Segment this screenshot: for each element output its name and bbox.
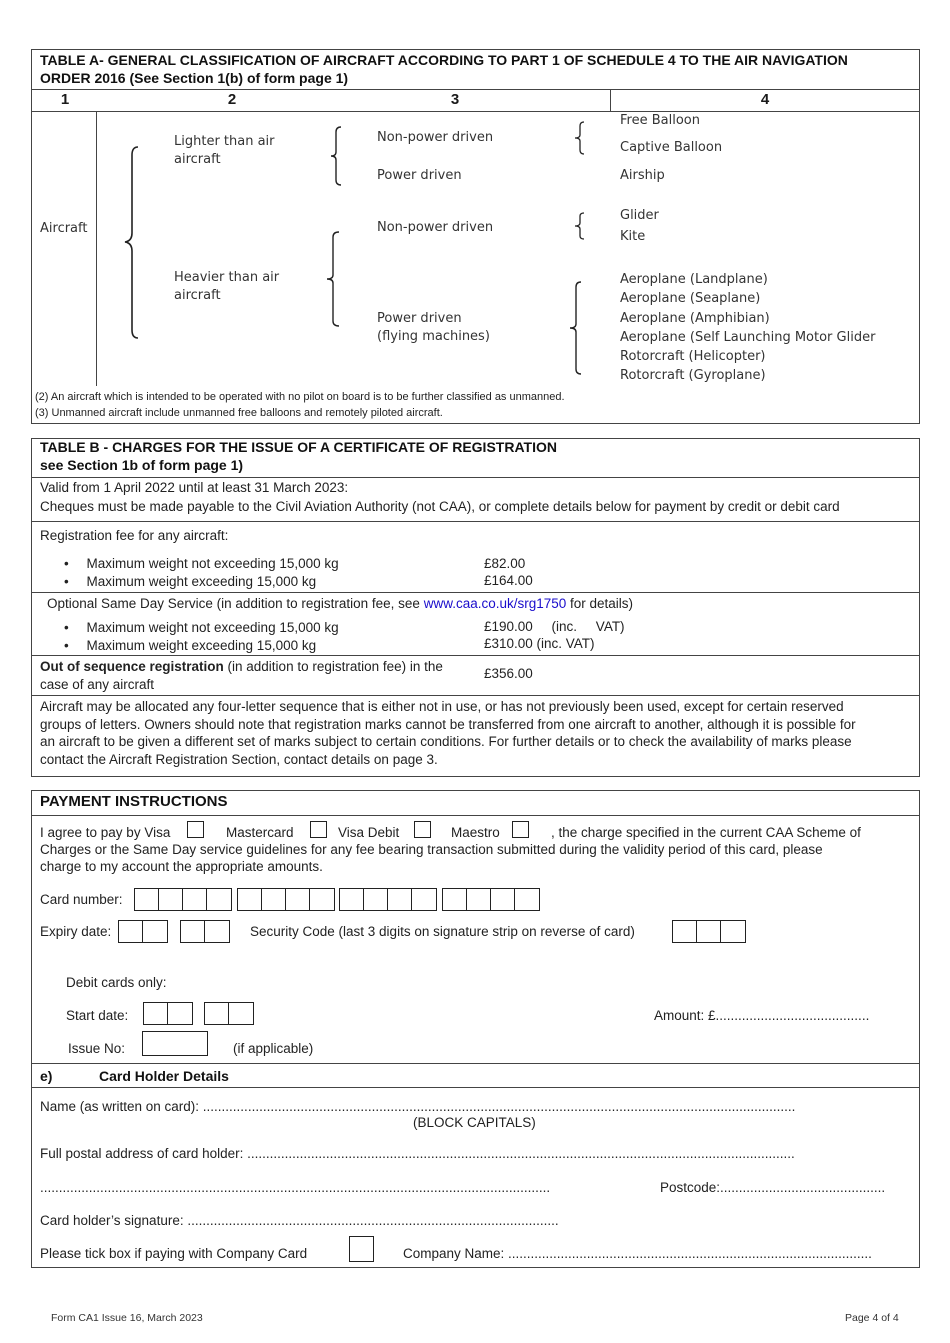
brace-icon (122, 145, 142, 340)
agree-line2: Charges or the Same Day service guidelines for any fee bearing transaction submitted during the validity period of this card, please (40, 842, 823, 857)
lighter-power-label: Power driven (377, 168, 462, 183)
divider (31, 592, 920, 593)
same-day-text (47, 595, 633, 613)
flying-machines-list (620, 270, 875, 386)
out-of-sequence-price: £356.00 (484, 666, 533, 681)
expiry-month-input[interactable] (118, 920, 168, 943)
company-name-field[interactable]: Company Name: ................................................................................................. (403, 1246, 872, 1261)
brace-icon (324, 231, 342, 327)
divider (31, 1087, 920, 1088)
heavier-power-line1: Power driven (377, 311, 462, 326)
column-header-1: 1 (60, 91, 70, 108)
fee-row: • Maximum weight exceeding 15,000 kg (64, 574, 317, 589)
visa-checkbox[interactable] (187, 821, 204, 838)
issue-no-label: Issue No: (68, 1041, 126, 1056)
brace-icon (573, 212, 587, 240)
column-header-2: 2 (227, 91, 237, 108)
registration-fee-label: Registration fee for any aircraft: (40, 528, 229, 543)
fee-row: • Maximum weight not exceeding 15,000 kg (64, 556, 339, 571)
section-letter: e) (40, 1068, 53, 1084)
heavier-than-air-label (174, 269, 279, 305)
table-b-title-line1: TABLE B - CHARGES FOR THE ISSUE OF A CERTIFICATE OF REGISTRATION (40, 439, 557, 455)
fee-label: Maximum weight exceeding 15,000 kg (86, 638, 317, 653)
divider (31, 1063, 920, 1064)
same-day-suffix: for details) (566, 596, 634, 611)
table-a-title-line1: TABLE A- GENERAL CLASSIFICATION OF AIRCRAFT ACCORDING TO PART 1 OF SCHEDULE 4 TO THE AIR NAVIGATION (40, 52, 848, 68)
fee-row: • Maximum weight exceeding 15,000 kg (64, 638, 317, 653)
fee-price: £164.00 (484, 573, 533, 588)
lighter-line2: aircraft (174, 152, 221, 167)
fee-label: Maximum weight exceeding 15,000 kg (86, 574, 317, 589)
visa-debit-label: Visa Debit (338, 825, 400, 840)
card-holder-title: Card Holder Details (99, 1068, 229, 1084)
table-b-title (40, 438, 557, 474)
issue-no-input[interactable] (142, 1031, 208, 1056)
divider (610, 89, 611, 111)
heavier-power-line2: (flying machines) (377, 329, 490, 344)
divider (31, 477, 920, 478)
divider (31, 695, 920, 696)
table-b-title-line2: see Section 1b of form page 1) (40, 457, 244, 473)
column-header-3: 3 (450, 91, 460, 108)
free-balloon: Free Balloon (620, 113, 700, 128)
divider (31, 655, 920, 656)
info-line: contact the Aircraft Registration Section, contact details on page 3. (40, 752, 438, 768)
list-item: Aeroplane (Landplane) (620, 272, 768, 287)
expiry-year-input[interactable] (180, 920, 230, 943)
info-line: Aircraft may be allocated any four-letter sequence that is either not in use, or has not previously been used, except for certain reserved (40, 699, 844, 714)
list-item: Aeroplane (Seaplane) (620, 291, 761, 307)
agree-prefix: I agree to pay by Visa (40, 825, 171, 840)
amount-field[interactable]: Amount: £......................................... (654, 1008, 870, 1023)
page-number: Page 4 of 4 (845, 1312, 899, 1324)
name-field[interactable]: Name (as written on card): .............................................................................................................................................................. (40, 1099, 796, 1114)
lighter-than-air-label (174, 133, 275, 169)
fee-row: • Maximum weight not exceeding 15,000 kg (64, 620, 339, 635)
payment-title: PAYMENT INSTRUCTIONS (40, 793, 228, 810)
list-item: Rotorcraft (Gyroplane) (620, 368, 766, 384)
security-code-input[interactable] (672, 920, 746, 943)
fee-price: £82.00 (484, 556, 526, 571)
form-id: Form CA1 Issue 16, March 2023 (51, 1312, 203, 1324)
postcode-field[interactable]: Postcode:............................................ (660, 1180, 886, 1195)
validity-text: Valid from 1 April 2022 until at least 31 March 2023: (40, 480, 349, 495)
start-month-input[interactable] (143, 1002, 193, 1025)
maestro-label: Maestro (451, 825, 500, 840)
fee-price: £190.00 (inc. VAT) (484, 619, 625, 634)
note-3: (3) Unmanned aircraft include unmanned free balloons and remotely piloted aircraft. (35, 407, 443, 419)
list-item: Aeroplane (Amphibian) (620, 310, 770, 326)
fee-label: Maximum weight not exceeding 15,000 kg (86, 556, 339, 571)
start-year-input[interactable] (204, 1002, 254, 1025)
out-of-sequence-bold: Out of sequence registration (40, 659, 224, 674)
captive-balloon: Captive Balloon (620, 140, 723, 155)
kite: Kite (620, 229, 646, 244)
brace-icon (328, 126, 344, 186)
divider (31, 521, 920, 522)
expiry-label: Expiry date: (40, 924, 112, 939)
address-line2-field[interactable]: ........................................................................................................................................ (40, 1180, 551, 1195)
table-a-title-line2: ORDER 2016 (See Section 1(b) of form page 1) (40, 70, 349, 86)
airship: Airship (620, 168, 665, 183)
divider (31, 89, 920, 90)
mastercard-label: Mastercard (226, 825, 294, 840)
lighter-line1: Lighter than air (174, 134, 275, 149)
maestro-checkbox[interactable] (512, 821, 529, 838)
note-2: (2) An aircraft which is intended to be operated with no pilot on board is to be further classified as unmanned. (35, 391, 565, 403)
glider: Glider (620, 208, 659, 223)
address-field[interactable]: Full postal address of card holder: .................................................................................................................................................. (40, 1146, 795, 1161)
card-number-label: Card number: (40, 892, 123, 907)
company-card-checkbox[interactable] (349, 1236, 374, 1262)
card-number-group-1[interactable] (134, 888, 232, 911)
company-card-label: Please tick box if paying with Company Card (40, 1246, 308, 1261)
out-of-sequence-text (40, 658, 443, 694)
if-applicable-label: (if applicable) (233, 1041, 314, 1056)
fee-label: Maximum weight not exceeding 15,000 kg (86, 620, 339, 635)
fee-price: £310.00 (inc. VAT) (484, 636, 595, 651)
table-a-title (40, 51, 910, 87)
lighter-nonpower-label: Non-power driven (377, 130, 494, 145)
agree-suffix: , the charge specified in the current CAA Scheme of (551, 825, 861, 840)
divider (31, 815, 920, 816)
card-number-group-3[interactable] (339, 888, 437, 911)
heavier-nonpower-label: Non-power driven (377, 220, 494, 235)
heavier-power-label (377, 310, 490, 346)
brace-icon (573, 121, 587, 155)
debit-only-label: Debit cards only: (66, 975, 167, 990)
table-a-notes (35, 389, 565, 421)
list-item: Aeroplane (Self Launching Motor Glider (620, 329, 876, 345)
same-day-prefix: Optional Same Day Service (in addition to registration fee, see (47, 596, 424, 611)
column-header-4: 4 (760, 91, 770, 108)
signature-field[interactable]: Card holder’s signature: ................................................................................................... (40, 1213, 559, 1228)
heavier-line2: aircraft (174, 288, 221, 303)
card-number-group-4[interactable] (442, 888, 540, 911)
mastercard-checkbox[interactable] (310, 821, 327, 838)
divider (31, 111, 920, 112)
security-code-label: Security Code (last 3 digits on signature strip on reverse of card) (250, 924, 635, 939)
list-item: Rotorcraft (Helicopter) (620, 349, 766, 365)
info-line: groups of letters. Owners should note that registration marks cannot be transferred from one aircraft to another, although it is possible for (40, 716, 856, 732)
registration-info (40, 698, 856, 769)
srg1750-link[interactable]: www.caa.co.uk/srg1750 (423, 596, 567, 611)
cheques-text: Cheques must be made payable to the Civil Aviation Authority (not CAA), or complete details below for payment by credit or debit card (40, 499, 840, 514)
start-date-label: Start date: (66, 1008, 129, 1023)
divider (96, 111, 97, 386)
card-number-group-2[interactable] (237, 888, 335, 911)
info-line: an aircraft to be given a different set of marks subject to certain conditions. For further details or to check the availability of marks please (40, 734, 852, 750)
brace-icon (568, 281, 584, 375)
aircraft-label: Aircraft (40, 221, 88, 236)
agree-line3: charge to my account the appropriate amounts. (40, 859, 323, 874)
visa-debit-checkbox[interactable] (414, 821, 431, 838)
block-capitals-hint: (BLOCK CAPITALS) (413, 1115, 536, 1130)
out-of-sequence-rest: (in addition to registration fee) in the (223, 659, 443, 674)
out-of-sequence-line2: case of any aircraft (40, 677, 155, 692)
heavier-line1: Heavier than air (174, 270, 280, 285)
